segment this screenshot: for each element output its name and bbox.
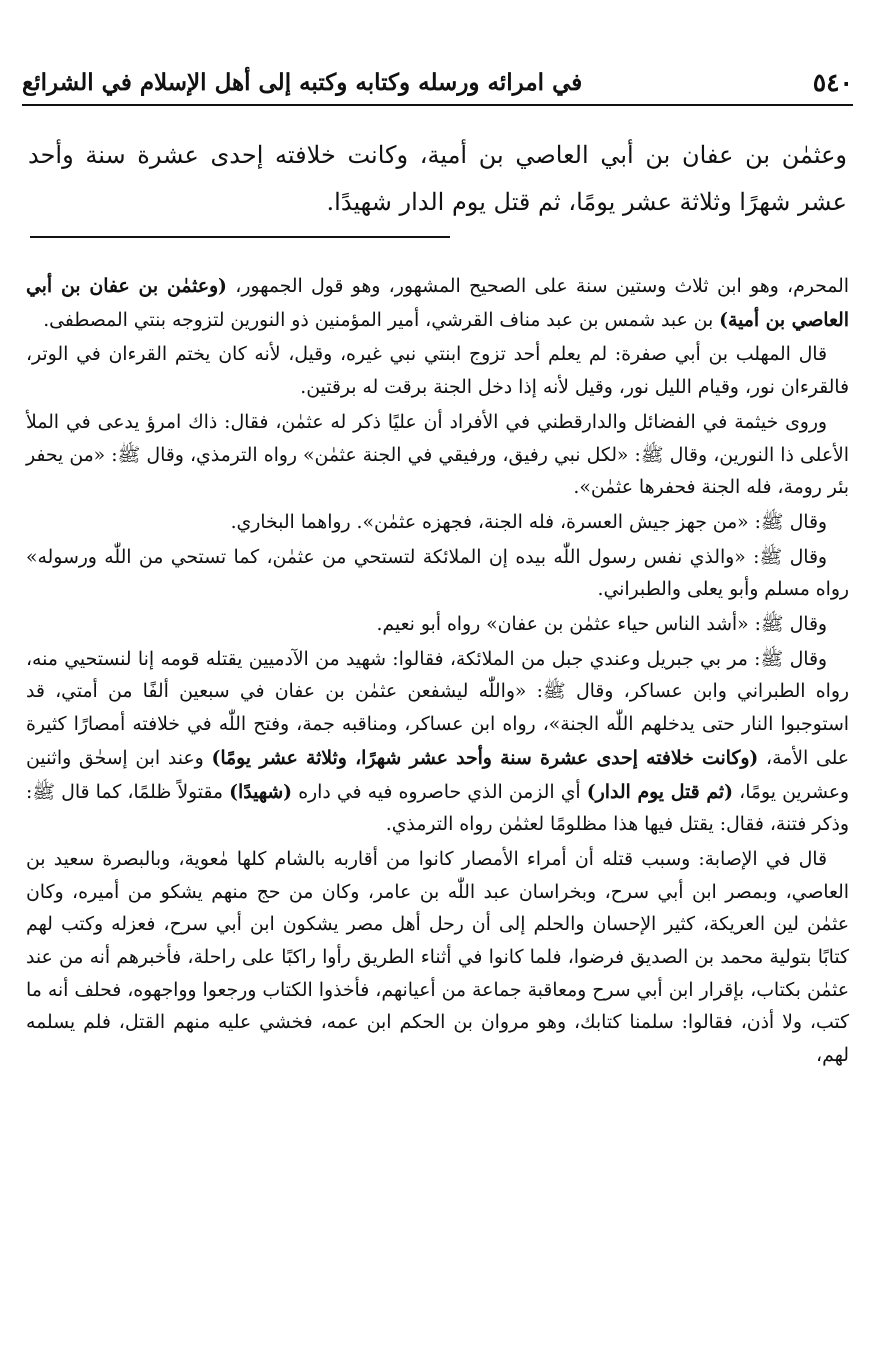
text-run: مقتولاً ظلمًا، كما قال ﷺ: وذكر فتنة، فقال: يقتل فيها هذا مظلومًا لعثمٰن رواه الترمذي. — [26, 781, 849, 836]
quoted-matn: (شهيدًا) — [229, 780, 293, 803]
commentary-paragraph-1 — [26, 270, 849, 337]
commentary — [26, 270, 849, 1075]
running-title: في امرائه ورسله وكتابه وكتبه إلى أهل الإسلام في الشرائع — [22, 68, 583, 96]
main-text: وعثمٰن بن عفان بن أبي العاصي بن أمية، وكانت خلافته إحدى عشرة سنة وأحد عشر شهرًا وثلاثة عشر يومًا، ثم قتل يوم الدار شهيدًا. — [28, 141, 847, 216]
page-number: ٥٤٠ — [812, 67, 853, 97]
commentary-paragraph-7 — [26, 644, 849, 842]
commentary-paragraph-2: قال المهلب بن أبي صفرة: لم يعلم أحد تزوج ابنتي نبي غيره، وقيل، لأنه كان يختم القرءان في الوتر، فالقرءان نور، وقيام الليل نور، وقيل لأنه إذا دخل الجنة برقت له برقتين. — [26, 344, 849, 399]
text-run: وقال ﷺ: مر بي جبريل وعندي جبل من الملائكة، فقالوا: شهيد من الآدميين يقتله قومه إنا لنستحيي منه، رواه الطبراني وابن عساكر، وقال ﷺ: «واللّٰه ليشفعن عثمٰن بن عفان في سبعين ألفًا من أمتي، قد استوجبوا النار حتى يدخلهم اللّٰه الجنة»، رواه ابن عساكر، ومناقبه جمة، وفتح اللّٰه في خلافته أمصارًا كثيرة على الأمة، — [26, 648, 849, 769]
commentary-paragraph-5: وقال ﷺ: «والذي نفس رسول اللّٰه بيده إن الملائكة لتستحي من عثمٰن، كما تستحي من اللّٰه ورسوله» رواه مسلم وأبو يعلى والطبراني. — [26, 546, 849, 601]
commentary-paragraph-3: وروى خيثمة في الفضائل والدارقطني في الأفراد أن عليًا ذكر له عثمٰن، فقال: ذاك امرؤ يدعى في الملأ الأعلى ذا النورين، وقال ﷺ: «لكل نبي رفيق، ورفيقي في الجنة عثمٰن» رواه الترمذي، وقال ﷺ: «من يحفر بئر رومة، فله الجنة فحفرها عثمٰن». — [26, 411, 849, 499]
quoted-matn: (وكانت خلافته إحدى عشرة سنة وأحد عشر شهرًا، وثلاثة عشر يومًا) — [211, 746, 759, 769]
separator-rule — [30, 236, 450, 238]
quoted-matn: (وعثمٰن بن عفان بن أبي العاصي بن أمية) — [26, 275, 849, 331]
quoted-matn: (ثم قتل يوم الدار) — [586, 780, 733, 803]
commentary-paragraph-4: وقال ﷺ: «من جهز جيش العسرة، فله الجنة، فجهزه عثمٰن». رواهما البخاري. — [230, 511, 827, 533]
text-run: أي الزمن الذي حاصروه فيه في داره — [292, 781, 587, 803]
commentary-paragraph-8: قال في الإصابة: وسبب قتله أن أمراء الأمصار كانوا من أقاربه بالشام كلها مٰعوية، وبالبصرة سعيد بن العاصي، وبمصر ابن أبي سرح، وبخراسان عبد اللّٰه بن عامر، وكان من حج منهم يشكو من أميره، وكان عثمٰن لين العريكة، كثير الإحسان والحلم إلى أن رحل أهل مصر يشكون ابن أبي سرح، فعزله وكتب لهم كتابًا بتولية محمد بن الصديق فرضوا، فلما كانوا في أثناء الطريق رأوا راكبًا على راحلة، فأخبرهم أنه من عند عثمٰن بكتاب، بإقرار ابن أبي سرح ومعاقبة جماعة من أعيانهم، فأخذوا الكتاب ورجعوا وواجهوه، فحلف أنه ما كتب، ولا أذن، فقالوا: سلمنا كتابك، وهو مروان بن الحكم ابن عمه، فخشي عليه منهم القتل، فلم يسلمه لهم، — [26, 848, 849, 1067]
text-run: المحرم، وهو ابن ثلاث وستين سنة على الصحيح المشهور، وهو قول الجمهور، — [226, 276, 849, 297]
header-rule — [22, 104, 853, 106]
page-header — [22, 62, 853, 102]
text-run: وعند ابن إسحٰق واثنين وعشرين يومًا، — [26, 747, 849, 803]
text-run: بن عبد شمس بن عبد مناف القرشي، أمير المؤمنين ذو النورين لتزوجه بنتي المصطفى. — [43, 309, 720, 331]
commentary-paragraph-6: وقال ﷺ: «أشد الناس حياء عثمٰن بن عفان» رواه أبو نعيم. — [376, 614, 827, 636]
